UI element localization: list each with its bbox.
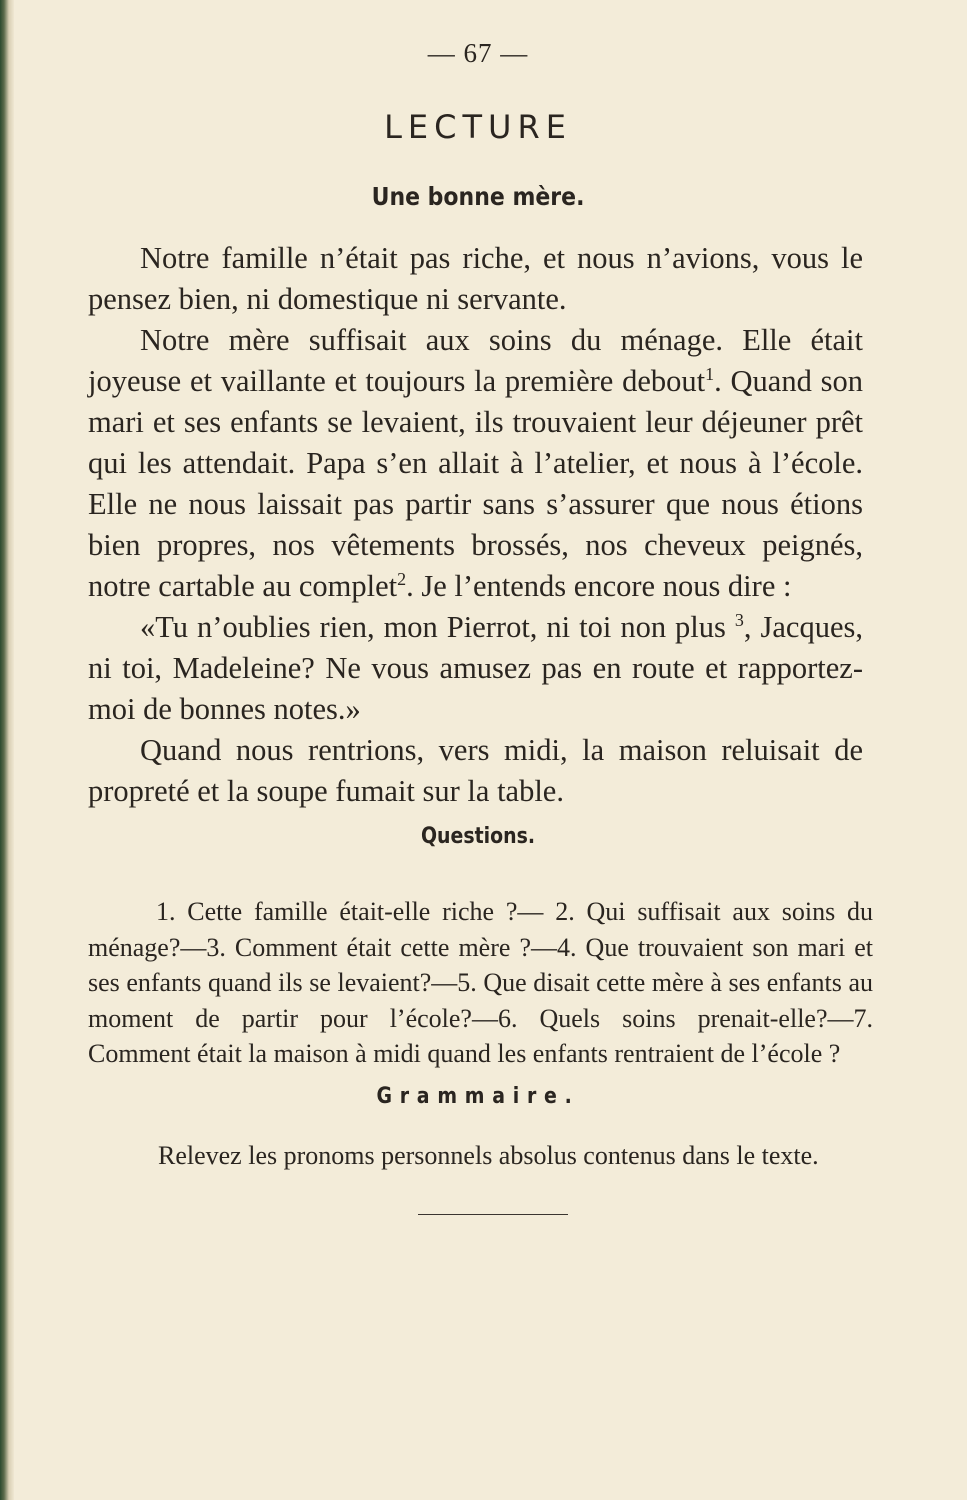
- grammar-heading: Grammaire.: [376, 1083, 580, 1109]
- paragraph-4: Quand nous rentrions, vers midi, la maison reluisait de propreté et la soupe fumait sur la table.: [88, 733, 863, 808]
- paragraph-2-part-b: . Quand son mari et ses enfants se levaient, ils trouvaient leur déjeuner prêt qui les attendait. Papa s’en allait à l’atelier, et nous à l’école. Elle ne nous laissait pas partir sans s’assurer que nous étions bien propres, nos vêtements brossés, nos cheveux peignés, notre cartable au complet: [88, 364, 863, 603]
- questions-text: 1. Cette famille était-elle riche ?— 2. Qui suffisait aux soins du ménage?—3. Comment était cette mère ?—4. Que trouvaient son mari et ses enfants quand ils se levaient?—5. Que disait cette mère à ses enfants au moment de partir pour l’école?—6. Quels soins prenait-elle?—7. Comment était la maison à midi quand les enfants rentraient de l’école ?: [88, 897, 873, 1068]
- grammar-text: Relevez les pronoms personnels absolus contenus dans le texte.: [158, 1140, 819, 1170]
- page-number: — 67 —: [427, 38, 529, 68]
- footnote-ref-1: 1: [705, 363, 715, 384]
- end-rule: [418, 1214, 568, 1215]
- book-binding-edge: [0, 0, 14, 1500]
- footnote-ref-2: 2: [397, 568, 407, 589]
- paragraph-2: [88, 320, 863, 607]
- reading-subtitle: Une bonne mère.: [371, 182, 585, 211]
- questions-heading: Questions.: [420, 824, 536, 849]
- paragraph-2-part-a: Notre mère suffisait aux soins du ménage. Elle était joyeuse et vaillante et toujours la première debout: [88, 323, 863, 398]
- page-title: LECTURE: [384, 108, 572, 146]
- book-page: [88, 30, 873, 1215]
- paragraph-1: Notre famille n’était pas riche, et nous n’avions, vous le pensez bien, ni domestique ni servante.: [88, 241, 863, 316]
- paragraph-3-part-a: «Tu n’oublies rien, mon Pierrot, ni toi non plus: [140, 610, 726, 644]
- reading-text: [88, 238, 863, 812]
- paragraph-3: [88, 607, 863, 730]
- paragraph-3-part-b: , Jacques, ni toi, Madeleine? Ne vous amusez pas en route et rapportez-moi de bonnes notes.»: [88, 610, 863, 726]
- footnote-ref-3: 3: [734, 609, 744, 630]
- paragraph-2-part-c: . Je l’entends encore nous dire :: [406, 569, 792, 603]
